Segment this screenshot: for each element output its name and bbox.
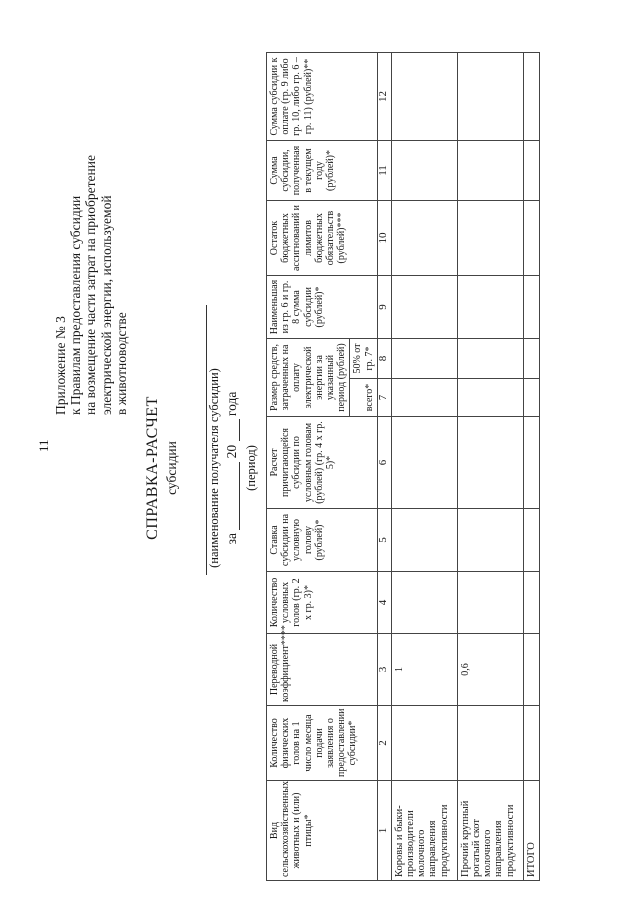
table-row bbox=[391, 52, 457, 880]
appendix-heading bbox=[53, 55, 129, 415]
col-number: 5 bbox=[377, 509, 391, 572]
cell bbox=[391, 417, 457, 509]
cell bbox=[523, 509, 539, 572]
row-coefficient: 0,6 bbox=[457, 634, 523, 706]
cell bbox=[391, 338, 457, 378]
cell bbox=[523, 417, 539, 509]
header-c6: Расчет причитающейся субсидии по условным головам (рублей) (гр. 4 х гр. 5)* bbox=[267, 417, 378, 509]
cell bbox=[457, 509, 523, 572]
cell bbox=[457, 572, 523, 634]
header-c3: Переводной коэффициент**** bbox=[267, 634, 378, 706]
row-name: Коровы и быки-производители молочного направления продуктивности bbox=[391, 781, 457, 881]
header-c8: 50% от гр. 7* bbox=[350, 338, 377, 378]
row-coefficient: 1 bbox=[391, 634, 457, 706]
col-number: 11 bbox=[377, 140, 391, 200]
cell bbox=[391, 572, 457, 634]
period-prefix: за bbox=[224, 533, 239, 545]
table-row-total bbox=[523, 52, 539, 880]
rotated-document bbox=[18, 43, 618, 893]
col-number: 4 bbox=[377, 572, 391, 634]
cell bbox=[523, 706, 539, 781]
appendix-line: к Правилам предоставления субсидии bbox=[68, 195, 84, 415]
col-number: 6 bbox=[377, 417, 391, 509]
cell bbox=[523, 52, 539, 140]
cell bbox=[523, 275, 539, 338]
document-title: СПРАВКА-РАСЧЕТ bbox=[144, 396, 161, 540]
col-number: 3 bbox=[377, 634, 391, 706]
row-name: Прочий крупный рогатый скот молочного направления продуктивности bbox=[457, 781, 523, 881]
period-blank bbox=[227, 462, 240, 530]
cell bbox=[523, 140, 539, 200]
header-c9: Наименьшая из гр. 6 и гр. 8 сумма субсидии (рублей)* bbox=[267, 275, 378, 338]
header-c7-8: Размер средств, затраченных на оплату электрической энергии за указанный период (рублей) bbox=[267, 338, 350, 416]
col-number: 10 bbox=[377, 200, 391, 275]
header-c5: Ставка субсидии на условную голову (рублей)* bbox=[267, 509, 378, 572]
period-caption: (период) bbox=[244, 445, 258, 491]
header-c11: Сумма субсидии, полученная в текущем году (рублей)* bbox=[267, 140, 378, 200]
cell bbox=[523, 338, 539, 378]
cell bbox=[391, 275, 457, 338]
cell bbox=[457, 140, 523, 200]
col-number: 7 bbox=[377, 379, 391, 417]
cell bbox=[391, 706, 457, 781]
cell bbox=[457, 706, 523, 781]
header-c7: всего* bbox=[350, 379, 377, 417]
document-subtitle: субсидии bbox=[164, 441, 179, 495]
appendix-line: на возмещение части затрат на приобретение bbox=[83, 155, 99, 415]
col-number: 9 bbox=[377, 275, 391, 338]
period-suffix: года bbox=[224, 391, 239, 417]
cell bbox=[391, 52, 457, 140]
cell bbox=[391, 200, 457, 275]
recipient-caption: (наименование получателя субсидии) bbox=[207, 368, 221, 568]
cell bbox=[457, 338, 523, 378]
cell bbox=[523, 200, 539, 275]
header-c10: Остаток бюджетных ассигнований и лимитов бюджетных обязательств (рублей)*** bbox=[267, 200, 378, 275]
col-number: 12 bbox=[377, 52, 391, 140]
cell bbox=[523, 379, 539, 417]
page-number: 11 bbox=[36, 439, 51, 452]
header-c1: Вид сельскохозяйственных животных и (или) птицы* bbox=[267, 781, 378, 881]
appendix-line: электрической энергии, используемой bbox=[98, 195, 114, 415]
cell bbox=[457, 417, 523, 509]
header-c4: Количество условных голов (гр. 2 х гр. 3)* bbox=[267, 572, 378, 634]
row-name: ИТОГО bbox=[523, 781, 539, 881]
cell bbox=[457, 200, 523, 275]
subsidy-table bbox=[266, 52, 540, 881]
col-number: 2 bbox=[377, 706, 391, 781]
cell bbox=[391, 509, 457, 572]
cell bbox=[457, 275, 523, 338]
cell bbox=[391, 140, 457, 200]
year-blank bbox=[227, 419, 240, 441]
cell bbox=[391, 379, 457, 417]
cell bbox=[457, 52, 523, 140]
period-row bbox=[224, 43, 240, 893]
col-number: 8 bbox=[377, 338, 391, 378]
col-number: 1 bbox=[377, 781, 391, 881]
appendix-line: в животноводстве bbox=[113, 312, 129, 415]
cell bbox=[457, 379, 523, 417]
period-year-prefix: 20 bbox=[224, 444, 239, 459]
table-row bbox=[457, 52, 523, 880]
header-row bbox=[267, 52, 350, 880]
row-coefficient bbox=[523, 634, 539, 706]
appendix-line: Приложение № 3 bbox=[53, 316, 68, 415]
header-c2: Количество физических голов на 1 число месяца подачи заявления о предоставлении субсидии* bbox=[267, 706, 378, 781]
cell bbox=[523, 572, 539, 634]
column-number-row bbox=[377, 52, 391, 880]
header-c12: Сумма субсидии к оплате (гр. 9 либо гр. 10, либо гр. 6 – гр. 11) (рублей)** bbox=[267, 52, 378, 140]
